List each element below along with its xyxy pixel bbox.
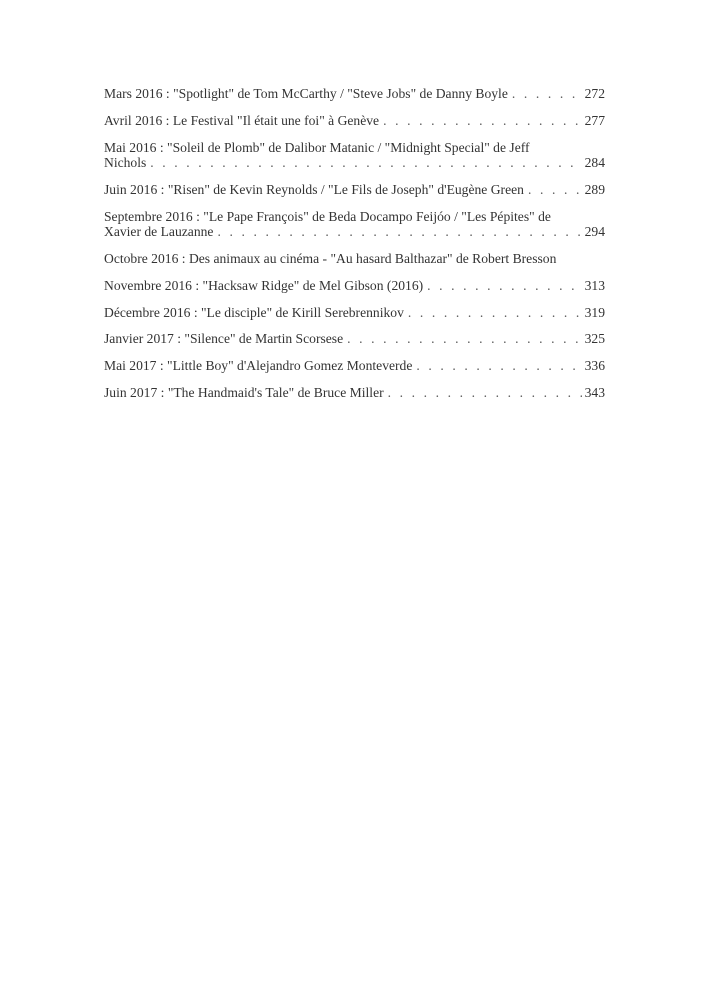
toc-entry-page: 289 — [584, 181, 605, 197]
dot-leader — [512, 86, 582, 102]
toc-entry-page: 343 — [584, 384, 605, 400]
toc-entry[interactable] — [104, 358, 605, 374]
toc-entry[interactable] — [104, 182, 605, 198]
toc-entry-title: Décembre 2016 : "Le disciple" de Kirill Serebrennikov — [104, 304, 404, 320]
toc-entry-page: 294 — [584, 224, 605, 240]
toc-entry-title: Mars 2016 : "Spotlight" de Tom McCarthy / "Steve Jobs" de Danny Boyle — [104, 86, 508, 101]
dot-leader — [528, 182, 582, 198]
dot-leader — [383, 113, 582, 129]
toc-entry-title: Octobre 2016 : Des animaux au cinéma - "Au hasard Balthazar" de Robert Bresson — [104, 250, 557, 266]
toc-entry-title: Novembre 2016 : "Hacksaw Ridge" de Mel Gibson (2016) — [104, 277, 424, 293]
toc-entry[interactable] — [104, 86, 605, 102]
toc-entry-page: 325 — [584, 331, 605, 347]
toc-entry-page: 336 — [584, 358, 605, 374]
toc-entry[interactable] — [104, 251, 605, 267]
dot-leader — [217, 224, 581, 240]
dot-leader — [150, 155, 581, 171]
toc-entry[interactable] — [104, 305, 605, 321]
toc-entry-page: 284 — [584, 155, 605, 171]
toc-entry-page: 313 — [584, 277, 605, 293]
toc-entry-title-line2: Xavier de Lauzanne — [104, 224, 214, 240]
toc-entry-page: 277 — [584, 112, 605, 128]
toc-entry-title: Mai 2017 : "Little Boy" d'Alejandro Gomez Monteverde — [104, 358, 413, 374]
toc-entry-title: Avril 2016 : Le Festival "Il était une foi" à Genève — [104, 112, 380, 128]
dot-leader — [388, 385, 582, 401]
toc-entry-page: 319 — [584, 304, 605, 320]
dot-leader — [408, 305, 582, 321]
toc-entry-title-line1: Mai 2016 : "Soleil de Plomb" de Dalibor Matanic / "Midnight Special" de Jeff — [104, 139, 530, 155]
toc-entry[interactable] — [104, 278, 605, 294]
toc-entry-page: 272 — [584, 86, 605, 101]
dot-leader — [427, 278, 581, 294]
toc-entry-title: Juin 2017 : "The Handmaid's Tale" de Bruce Miller — [104, 384, 384, 400]
dot-leader — [347, 331, 581, 347]
toc-entry[interactable] — [104, 331, 605, 347]
toc-entry[interactable] — [104, 140, 605, 171]
toc-entry[interactable] — [104, 113, 605, 129]
toc-entry[interactable] — [104, 385, 605, 401]
dot-leader — [416, 358, 581, 374]
toc-entry[interactable] — [104, 209, 605, 240]
toc-entry-title: Janvier 2017 : "Silence" de Martin Scorsese — [104, 331, 344, 347]
toc-entry-title: Juin 2016 : "Risen" de Kevin Reynolds / "Le Fils de Joseph" d'Eugène Green — [104, 181, 524, 197]
toc-entry-title-line1: Septembre 2016 : "Le Pape François" de Beda Docampo Feijóo / "Les Pépites" de — [104, 208, 551, 224]
table-of-contents — [104, 86, 605, 412]
toc-entry-title-line2: Nichols — [104, 155, 147, 171]
